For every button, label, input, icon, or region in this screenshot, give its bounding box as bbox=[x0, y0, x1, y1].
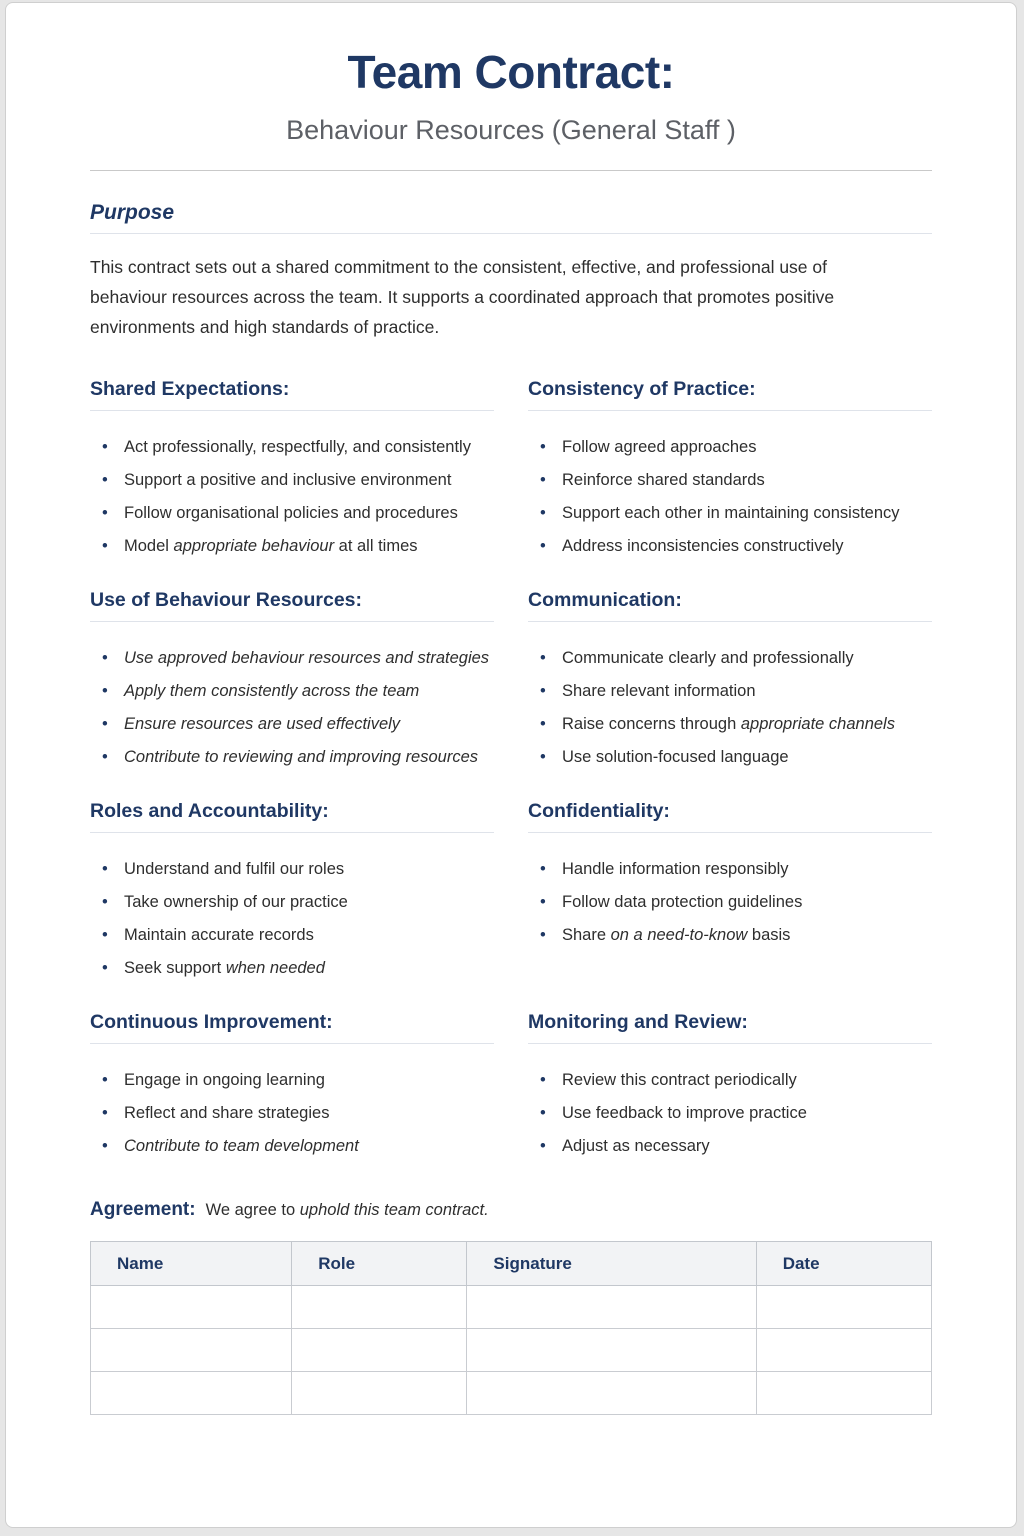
section-heading: Consistency of Practice: bbox=[528, 378, 932, 411]
empty-name-cell[interactable] bbox=[91, 1286, 292, 1329]
bullet-dot-icon: • bbox=[540, 715, 546, 733]
empty-name-cell[interactable] bbox=[91, 1329, 292, 1372]
bullet-item: • Engage in ongoing learning bbox=[102, 1064, 494, 1097]
bullet-dot-icon: • bbox=[102, 438, 108, 456]
section-bullet-list bbox=[528, 642, 932, 774]
purpose-section bbox=[90, 201, 932, 342]
empty-role-cell[interactable] bbox=[292, 1329, 467, 1372]
empty-role-cell[interactable] bbox=[292, 1286, 467, 1329]
bullet-item: • Contribute to reviewing and improving resources bbox=[102, 741, 494, 774]
empty-name-cell[interactable] bbox=[91, 1372, 292, 1415]
section-heading: Continuous Improvement: bbox=[90, 1011, 494, 1044]
bullet-dot-icon: • bbox=[102, 471, 108, 489]
section-bullet-list bbox=[90, 431, 494, 563]
bullet-item: • Use approved behaviour resources and strategies bbox=[102, 642, 494, 675]
bullet-item: • Apply them consistently across the team bbox=[102, 675, 494, 708]
bullet-dot-icon: • bbox=[102, 926, 108, 944]
section-bullet-list bbox=[528, 431, 932, 563]
agreement-label: Agreement: bbox=[90, 1199, 196, 1220]
bullet-dot-icon: • bbox=[540, 860, 546, 878]
section-heading: Roles and Accountability: bbox=[90, 800, 494, 833]
bullet-dot-icon: • bbox=[102, 1071, 108, 1089]
bullet-dot-icon: • bbox=[540, 504, 546, 522]
empty-signature-cell[interactable] bbox=[467, 1286, 756, 1329]
section-bullet-list bbox=[90, 1064, 494, 1163]
section-bullet-list bbox=[528, 1064, 932, 1163]
purpose-body: This contract sets out a shared commitment to the consistent, effective, and professional use of behaviour resources across the team. It supports a coordinated approach that promotes positive environments and high standards of practice. bbox=[90, 257, 835, 337]
empty-date-cell[interactable] bbox=[756, 1372, 931, 1415]
bullet-item: • Support a positive and inclusive environment bbox=[102, 464, 494, 497]
empty-role-cell[interactable] bbox=[292, 1372, 467, 1415]
bullet-item: • Use solution-focused language bbox=[540, 741, 932, 774]
header-divider bbox=[90, 170, 932, 171]
bullet-dot-icon: • bbox=[540, 537, 546, 555]
bullet-item: • Reflect and share strategies bbox=[102, 1097, 494, 1130]
bullet-dot-icon: • bbox=[102, 715, 108, 733]
bullet-item: • Model appropriate behaviour at all times bbox=[102, 530, 494, 563]
bullet-item: • Contribute to team development bbox=[102, 1130, 494, 1163]
bullet-dot-icon: • bbox=[540, 471, 546, 489]
section-roles-and-accountability bbox=[90, 800, 494, 985]
empty-signature-cell[interactable] bbox=[467, 1372, 756, 1415]
bullet-item: • Handle information responsibly bbox=[540, 853, 932, 886]
section-heading: Use of Behaviour Resources: bbox=[90, 589, 494, 622]
table-row bbox=[91, 1329, 932, 1372]
section-bullet-list bbox=[528, 853, 932, 952]
bullet-item: • Act professionally, respectfully, and consistently bbox=[102, 431, 494, 464]
section-bullet-list bbox=[90, 642, 494, 774]
bullet-dot-icon: • bbox=[540, 893, 546, 911]
bullet-dot-icon: • bbox=[102, 682, 108, 700]
agreement-line bbox=[90, 1199, 932, 1221]
section-confidentiality bbox=[528, 800, 932, 985]
bullet-item: • Seek support when needed bbox=[102, 952, 494, 985]
section-heading: Communication: bbox=[528, 589, 932, 622]
bullet-dot-icon: • bbox=[102, 893, 108, 911]
bullet-item: • Adjust as necessary bbox=[540, 1130, 932, 1163]
section-communication bbox=[528, 589, 932, 774]
bullet-dot-icon: • bbox=[540, 748, 546, 766]
bullet-dot-icon: • bbox=[102, 537, 108, 555]
bullet-dot-icon: • bbox=[102, 504, 108, 522]
bullet-item: • Raise concerns through appropriate channels bbox=[540, 708, 932, 741]
bullet-item: • Address inconsistencies constructively bbox=[540, 530, 932, 563]
agreement-text: We agree to uphold this team contract. bbox=[205, 1201, 489, 1219]
bullet-item: • Support each other in maintaining consistency bbox=[540, 497, 932, 530]
table-header-role: Role bbox=[292, 1242, 467, 1286]
table-header-signature: Signature bbox=[467, 1242, 756, 1286]
table-header-date: Date bbox=[756, 1242, 931, 1286]
bullet-item: • Follow organisational policies and procedures bbox=[102, 497, 494, 530]
table-header-name: Name bbox=[91, 1242, 292, 1286]
bullet-item: • Understand and fulfil our roles bbox=[102, 853, 494, 886]
bullet-dot-icon: • bbox=[102, 649, 108, 667]
bullet-item: • Ensure resources are used effectively bbox=[102, 708, 494, 741]
document-page bbox=[5, 2, 1017, 1528]
section-heading: Monitoring and Review: bbox=[528, 1011, 932, 1044]
bullet-dot-icon: • bbox=[540, 1071, 546, 1089]
section-bullet-list bbox=[90, 853, 494, 985]
bullet-dot-icon: • bbox=[540, 682, 546, 700]
bullet-item: • Follow agreed approaches bbox=[540, 431, 932, 464]
table-row bbox=[91, 1372, 932, 1415]
bullet-item: • Maintain accurate records bbox=[102, 919, 494, 952]
bullet-item: • Share on a need-to-know basis bbox=[540, 919, 932, 952]
page-subtitle: Behaviour Resources (General Staff ) bbox=[286, 115, 736, 145]
bullet-dot-icon: • bbox=[540, 649, 546, 667]
section-consistency-of-practice bbox=[528, 378, 932, 563]
bullet-item: • Follow data protection guidelines bbox=[540, 886, 932, 919]
purpose-heading: Purpose bbox=[90, 201, 932, 234]
section-monitoring-and-review bbox=[528, 1011, 932, 1163]
bullet-item: • Communicate clearly and professionally bbox=[540, 642, 932, 675]
signature-table bbox=[90, 1241, 932, 1415]
bullet-item: • Take ownership of our practice bbox=[102, 886, 494, 919]
bullet-dot-icon: • bbox=[540, 1104, 546, 1122]
section-heading: Shared Expectations: bbox=[90, 378, 494, 411]
bullet-item: • Reinforce shared standards bbox=[540, 464, 932, 497]
bullet-item: • Use feedback to improve practice bbox=[540, 1097, 932, 1130]
bullet-dot-icon: • bbox=[540, 438, 546, 456]
bullet-dot-icon: • bbox=[540, 1137, 546, 1155]
section-heading: Confidentiality: bbox=[528, 800, 932, 833]
table-header-row bbox=[91, 1242, 932, 1286]
bullet-dot-icon: • bbox=[102, 1104, 108, 1122]
section-shared-expectations bbox=[90, 378, 494, 563]
bullet-dot-icon: • bbox=[102, 959, 108, 977]
bullet-dot-icon: • bbox=[102, 748, 108, 766]
empty-signature-cell[interactable] bbox=[467, 1329, 756, 1372]
page-title: Team Contract: bbox=[347, 46, 675, 98]
table-row bbox=[91, 1286, 932, 1329]
bullet-item: • Review this contract periodically bbox=[540, 1064, 932, 1097]
bullet-dot-icon: • bbox=[102, 1137, 108, 1155]
empty-date-cell[interactable] bbox=[756, 1329, 931, 1372]
sections-grid bbox=[90, 378, 932, 1163]
empty-date-cell[interactable] bbox=[756, 1286, 931, 1329]
bullet-dot-icon: • bbox=[540, 926, 546, 944]
section-use-of-behaviour-resources bbox=[90, 589, 494, 774]
bullet-dot-icon: • bbox=[102, 860, 108, 878]
section-continuous-improvement bbox=[90, 1011, 494, 1163]
bullet-item: • Share relevant information bbox=[540, 675, 932, 708]
